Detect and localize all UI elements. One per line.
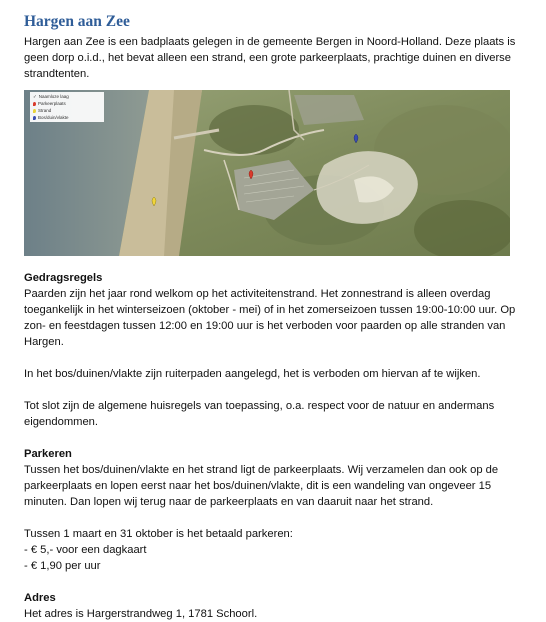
legend-item: Bos/duin/vlakte: [33, 114, 101, 121]
map-legend: [30, 92, 104, 122]
marker-icon: [33, 102, 36, 106]
parkeren-heading: Parkeren: [24, 448, 72, 460]
adres-text: Het adres is Hargerstrandweg 1, 1781 Schoorl.: [24, 608, 258, 620]
marker-icon: [33, 116, 36, 120]
gedragsregels-paragraph-3: Tot slot zijn de algemene huisregels van toepassing, o.a. respect voor de natuur en andermans eigendommen.: [24, 400, 495, 428]
adres-heading: Adres: [24, 592, 56, 604]
document-page: [24, 8, 524, 622]
gedragsregels-heading: Gedragsregels: [24, 272, 103, 284]
intro-paragraph: Hargen aan Zee is een badplaats gelegen in de gemeente Bergen in Noord-Holland. Deze plaats is geen dorp o.i.d., het bevat alleen een strand, een grote parkeerplaats, prachtige duinen en diverse strandtenten.: [24, 36, 516, 80]
parkeren-paragraph-1: Tussen het bos/duinen/vlakte en het strand ligt de parkeerplaats. Wij verzamelen dan ook op de parkeerplaats en lopen eerst naar het bos/duinen/vlakte, dit is een wandeling van ongeveer 15 minuten. Dan lopen wij terug naar de parkeerplaats en van daaruit naar het strand.: [24, 464, 499, 508]
gedragsregels-paragraph-2: In het bos/duinen/vlakte zijn ruiterpaden aangelegd, het is verboden om hiervan af te wijken.: [24, 368, 481, 380]
legend-item: Strand: [33, 107, 101, 114]
fee-dagkaart: - € 5,- voor een dagkaart: [24, 544, 147, 556]
legend-title: ✓ Naamloze laag: [33, 94, 69, 99]
gedragsregels-paragraph-1: Paarden zijn het jaar rond welkom op het activiteitenstrand. Het zonnestrand is alleen overdag toegankelijk in het winterseizoen (oktober - mei) of in het zomerseizoen tussen 19:00-10:00 uur. Op zon- en feestdagen tussen 12:00 en 19:00 uur is het verboden voor paarden op alle stranden van Hargen.: [24, 288, 516, 348]
satellite-map: [24, 90, 510, 256]
checkbox-icon[interactable]: ✓: [33, 94, 37, 99]
fee-per-uur: - € 1,90 per uur: [24, 560, 101, 572]
page-title: Hargen aan Zee: [24, 13, 130, 30]
parkeren-paragraph-2: Tussen 1 maart en 31 oktober is het betaald parkeren:: [24, 528, 293, 540]
marker-icon: [33, 109, 36, 113]
legend-item: Parkeerplaats: [33, 100, 101, 107]
